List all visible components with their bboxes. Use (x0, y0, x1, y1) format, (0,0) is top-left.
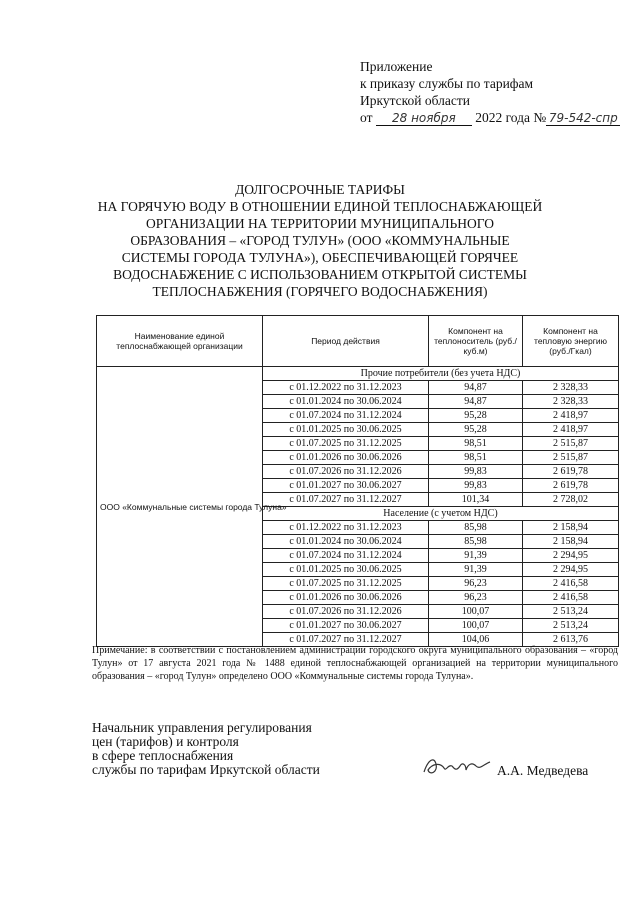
title-line: ОБРАЗОВАНИЯ – «ГОРОД ТУЛУН» (ООО «КОММУНАЛЬНЫЕ (130, 233, 510, 248)
handwritten-order-number: 79-542-спр (546, 111, 620, 126)
energy-cell: 2 619,78 (523, 479, 619, 493)
period-cell: с 01.07.2025 по 31.12.2025 (263, 437, 429, 451)
carrier-cell: 91,39 (429, 549, 523, 563)
period-cell: с 01.07.2027 по 31.12.2027 (263, 633, 429, 647)
carrier-cell: 100,07 (429, 619, 523, 633)
title-line: ТЕПЛОСНАБЖЕНИЯ (ГОРЯЧЕГО ВОДОСНАБЖЕНИЯ) (152, 284, 488, 299)
energy-cell: 2 416,58 (523, 577, 619, 591)
carrier-cell: 94,87 (429, 395, 523, 409)
period-cell: с 01.01.2025 по 30.06.2025 (263, 563, 429, 577)
carrier-cell: 99,83 (429, 479, 523, 493)
carrier-cell: 100,07 (429, 605, 523, 619)
title-line: ДОЛГОСРОЧНЫЕ ТАРИФЫ (235, 182, 405, 197)
handwritten-signature (420, 750, 492, 785)
energy-cell: 2 619,78 (523, 465, 619, 479)
signer-position-line: службы по тарифам Иркутской области (92, 762, 320, 777)
period-cell: с 01.01.2027 по 30.06.2027 (263, 619, 429, 633)
energy-cell: 2 294,95 (523, 563, 619, 577)
header-period: Период действия (263, 316, 429, 367)
signer-position (92, 721, 320, 777)
carrier-cell: 96,23 (429, 591, 523, 605)
note-paragraph: Примечание: в соответствии с постановлением администрации городского округа муниципального образования – «город Тулун» от 17 августа 2021 года № 1488 единой теплоснабжающей организацией на территории муниципального образования – «город Тулун» определено ООО «Коммунальные системы города Тулуна». (92, 645, 618, 682)
carrier-cell: 91,39 (429, 563, 523, 577)
carrier-cell: 94,87 (429, 381, 523, 395)
appendix-line-3: Иркутской области (360, 93, 471, 108)
energy-cell: 2 416,58 (523, 591, 619, 605)
carrier-cell: 98,51 (429, 437, 523, 451)
title-line: ОРГАНИЗАЦИИ НА ТЕРРИТОРИИ МУНИЦИПАЛЬНОГО (146, 216, 494, 231)
carrier-cell: 104,06 (429, 633, 523, 647)
period-cell: с 01.01.2026 по 30.06.2026 (263, 451, 429, 465)
signer-position-line: в сфере теплоснабжения (92, 748, 234, 763)
appendix-header (360, 58, 620, 126)
period-cell: с 01.12.2022 по 31.12.2023 (263, 521, 429, 535)
energy-cell: 2 513,24 (523, 605, 619, 619)
table-header-row (97, 316, 619, 367)
from-label: от (360, 110, 373, 125)
period-cell: с 01.01.2027 по 30.06.2027 (263, 479, 429, 493)
title-line: НА ГОРЯЧУЮ ВОДУ В ОТНОШЕНИИ ЕДИНОЙ ТЕПЛОСНАБЖАЮЩЕЙ (97, 199, 543, 214)
carrier-cell: 99,83 (429, 465, 523, 479)
period-cell: с 01.07.2026 по 31.12.2026 (263, 605, 429, 619)
header-energy: Компонент на тепловую энергию (руб./Гкал) (523, 316, 619, 367)
period-cell: с 01.07.2026 по 31.12.2026 (263, 465, 429, 479)
energy-cell: 2 613,76 (523, 633, 619, 647)
carrier-cell: 96,23 (429, 577, 523, 591)
org-name-cell: ООО «Коммунальные системы города Тулуна» (97, 367, 263, 647)
energy-cell: 2 328,33 (523, 395, 619, 409)
consumer-group-label: Население (с учетом НДС) (263, 507, 619, 521)
carrier-cell: 98,51 (429, 451, 523, 465)
appendix-line-2: к приказу службы по тарифам (360, 76, 534, 91)
period-cell: с 01.07.2024 по 31.12.2024 (263, 549, 429, 563)
appendix-line-1: Приложение (360, 59, 433, 74)
energy-cell: 2 728,02 (523, 493, 619, 507)
energy-cell: 2 513,24 (523, 619, 619, 633)
consumer-group-label: Прочие потребители (без учета НДС) (263, 367, 619, 381)
period-cell: с 01.01.2024 по 30.06.2024 (263, 535, 429, 549)
signer-name: А.А. Медведева (497, 763, 589, 778)
energy-cell: 2 158,94 (523, 535, 619, 549)
period-cell: с 01.01.2026 по 30.06.2026 (263, 591, 429, 605)
energy-cell: 2 418,97 (523, 423, 619, 437)
appendix-date-line (360, 109, 620, 126)
title-line: ВОДОСНАБЖЕНИЕ С ИСПОЛЬЗОВАНИЕМ ОТКРЫТОЙ СИСТЕМЫ (113, 267, 527, 282)
signer-position-line: Начальник управления регулирования (92, 720, 312, 735)
period-cell: с 01.01.2025 по 30.06.2025 (263, 423, 429, 437)
handwritten-date: 28 ноября (376, 111, 472, 126)
document-title (80, 181, 560, 300)
carrier-cell: 85,98 (429, 521, 523, 535)
energy-cell: 2 328,33 (523, 381, 619, 395)
title-line: СИСТЕМЫ ГОРОДА ТУЛУНА»), ОБЕСПЕЧИВАЮЩЕЙ ГОРЯЧЕЕ (121, 250, 519, 265)
header-org: Наименование единой теплоснабжающей организации (97, 316, 263, 367)
period-cell: с 01.07.2025 по 31.12.2025 (263, 577, 429, 591)
period-cell: с 01.01.2024 по 30.06.2024 (263, 395, 429, 409)
energy-cell: 2 515,87 (523, 437, 619, 451)
energy-cell: 2 418,97 (523, 409, 619, 423)
period-cell: с 01.12.2022 по 31.12.2023 (263, 381, 429, 395)
period-cell: с 01.07.2024 по 31.12.2024 (263, 409, 429, 423)
carrier-cell: 101,34 (429, 493, 523, 507)
signer-position-line: цен (тарифов) и контроля (92, 734, 239, 749)
carrier-cell: 95,28 (429, 409, 523, 423)
energy-cell: 2 515,87 (523, 451, 619, 465)
header-carrier: Компонент на теплоноситель (руб./куб.м) (429, 316, 523, 367)
energy-cell: 2 158,94 (523, 521, 619, 535)
group-row (97, 367, 619, 381)
carrier-cell: 95,28 (429, 423, 523, 437)
tariff-table (96, 315, 619, 647)
period-cell: с 01.07.2027 по 31.12.2027 (263, 493, 429, 507)
year-text: 2022 года № (475, 110, 547, 125)
carrier-cell: 85,98 (429, 535, 523, 549)
energy-cell: 2 294,95 (523, 549, 619, 563)
